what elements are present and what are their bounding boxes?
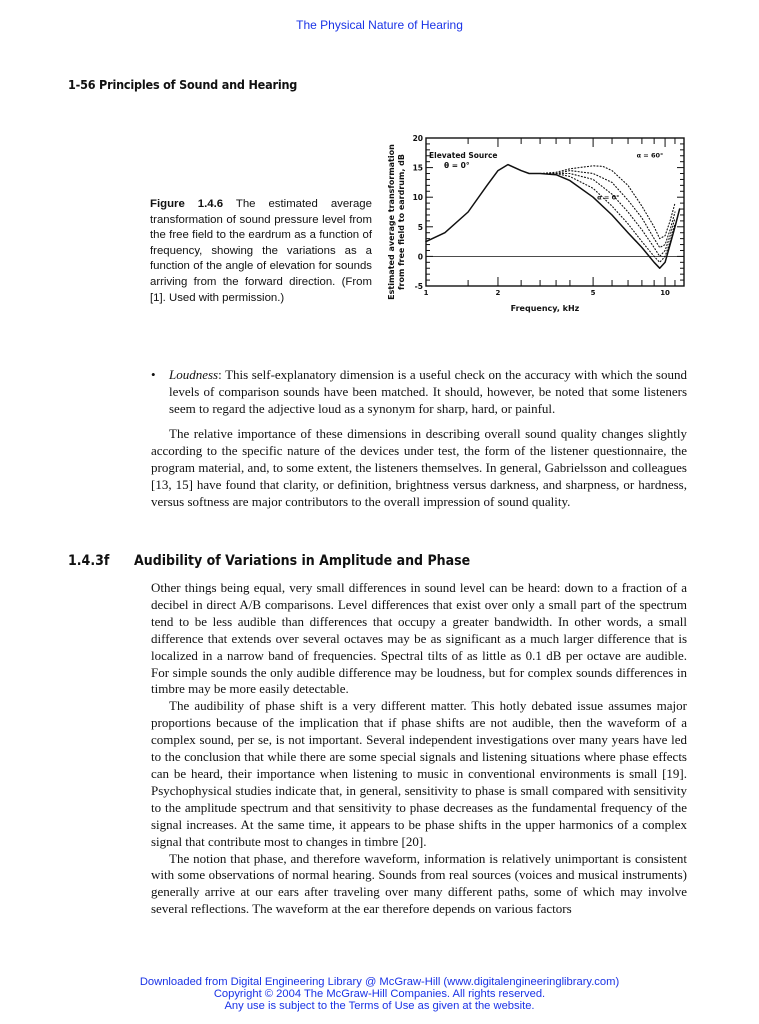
loudness-bullet — [151, 367, 687, 418]
x-tick-label: 10 — [660, 289, 670, 297]
footer-download-link[interactable]: Downloaded from Digital Engineering Library @ McGraw-Hill (www.digitalengineeringlibrary.com) — [139, 976, 620, 988]
y-tick-label: 5 — [417, 222, 423, 232]
footer-terms[interactable]: Any use is subject to the Terms of Use as given at the website. — [224, 1000, 535, 1012]
chart-title: Elevated Source — [429, 151, 498, 160]
y-tick-label: 15 — [412, 163, 423, 173]
y-axis-label: from free field to eardrum, dB — [397, 154, 406, 290]
y-tick-label: 10 — [412, 193, 423, 203]
x-axis-label: Frequency, kHz — [510, 304, 580, 313]
chart-subtitle: θ = 0° — [444, 161, 470, 170]
header-link[interactable]: The Physical Nature of Hearing — [296, 18, 463, 32]
loudness-term: Loudness — [169, 367, 219, 382]
figure-caption — [150, 197, 372, 306]
section-number: 1.4.3f — [68, 553, 110, 569]
y-tick-label: 20 — [412, 134, 423, 143]
section-title: Audibility of Variations in Amplitude and Phase — [134, 553, 471, 569]
paragraph-relative-importance — [151, 426, 687, 511]
x-tick-label: 2 — [495, 289, 501, 297]
paragraph-text: The relative importance of these dimensions in describing overall sound quality changes slightly according to the specific nature of the devices under test, the form of the listener questionnaire, the program material, and, to some extent, the listeners themselves. In general, Gabrielsson and colleagues [13, 15] have found that clarity, or definition, brightness versus darkness, and sharpness, or hardness, versus softness are major contributors to the overall impression of sound quality. — [151, 426, 687, 509]
figure-caption-text: The estimated average transformation of sound pressure level from the free field to the eardrum as a function of frequency, showing the variations as a function of the angle of elevation for sounds arriving from the forward direction. (From [1]. Used with permission.) — [150, 198, 372, 304]
section-heading — [68, 553, 470, 569]
section-paragraph: Other things being equal, very small differences in sound level can be heard: down to a fraction of a decibel in direct A/B comparisons. Level differences that exist over only a small part of the spectrum tend to be less audible than differences that occupy a greater bandwidth. In other words, a small difference that extends over several octaves may be as significant as a much larger difference that is localized in a narrow band of frequencies. Spectral tilts of as little as 0.1 dB per octave are audible. For simple sounds the only audible difference may be loudness, but for complex sounds differences in timbre may be more easily detectable. — [151, 580, 687, 697]
running-head: 1-56 Principles of Sound and Hearing — [68, 77, 298, 92]
y-tick-label: -5 — [414, 282, 423, 291]
chart-svg — [380, 130, 700, 325]
footer — [0, 976, 759, 1012]
figure-label: Figure 1.4.6 — [150, 198, 224, 210]
annotation-alpha-0: α = 0° — [597, 193, 620, 202]
y-axis-label: Estimated average transformation — [387, 144, 396, 300]
y-tick-label: 0 — [417, 252, 423, 262]
frequency-response-chart — [380, 130, 700, 325]
section-paragraph: The audibility of phase shift is a very different matter. This hotly debated issue assumes major proportions because of the implication that if phase shifts are not audible, then the waveform of a complex sound, per se, is not important. Several independent investigations over many years have led to the conclusion that while there are some special signals and listening situations where phase effects can be heard, their importance when listening to music in conventional environments is small [19]. Psychophysical studies indicate that, in general, sensitivity to phase is small compared with sensitivity to the amplitude spectrum and that sensitivity to phase decreases as the fundamental frequency of the signal increases. At the same time, it appears to be phase shifts in the upper harmonics of a complex signal that contribute most to changes in timbre [20]. — [151, 698, 687, 849]
x-tick-label: 5 — [590, 289, 596, 297]
footer-copyright: Copyright © 2004 The McGraw-Hill Companies. All rights reserved. — [213, 988, 546, 1000]
section-paragraph: The notion that phase, and therefore waveform, information is relatively unimportant is consistent with some observations of normal hearing. Sounds from real sources (voices and musical instruments) generally arrive at our ears after traveling over many different paths, some of which may involve several reflections. The waveform at the ear therefore depends on various factors — [151, 850, 687, 917]
series-line — [540, 171, 675, 248]
loudness-text: : This self-explanatory dimension is a useful check on the accuracy with which the sound levels of comparison sounds have been matched. It should, however, be noted that some listeners seem to regard the adjective loud as a synonym for sharp, hard, or painful. — [169, 367, 687, 416]
x-tick-label: 1 — [423, 289, 429, 297]
section-body — [151, 580, 687, 918]
annotation-alpha-60: α = 60° — [636, 151, 664, 160]
bullet-dot: • — [151, 367, 156, 382]
series-line — [540, 174, 675, 257]
series-line — [426, 165, 680, 269]
